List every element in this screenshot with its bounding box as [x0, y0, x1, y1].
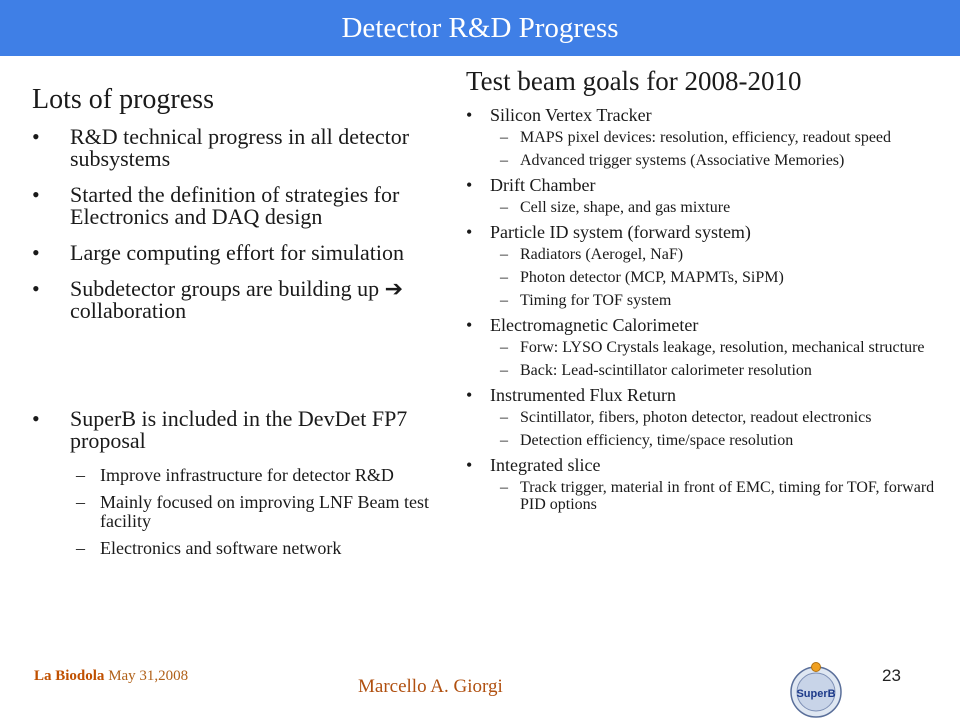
bullet-icon: •	[466, 315, 473, 335]
bullet-text: Electromagnetic Calorimeter	[490, 315, 699, 335]
dash-icon: –	[76, 538, 85, 558]
bullet-icon: •	[32, 124, 40, 149]
dash-icon: –	[500, 479, 508, 496]
right-subbullet	[500, 152, 946, 169]
bullet-icon: •	[466, 385, 473, 405]
left-column	[32, 80, 452, 566]
subbullet-text: Track trigger, material in front of EMC, timing for TOF, forward PID options	[520, 479, 935, 513]
right-subbullet	[500, 199, 946, 216]
footer-author: Marcello A. Giorgi	[358, 676, 503, 697]
left-subbullet	[76, 493, 452, 531]
bullet-icon: •	[32, 240, 40, 265]
right-bullet	[466, 222, 946, 242]
right-bullet	[466, 315, 946, 335]
bullet-text: Drift Chamber	[490, 175, 596, 195]
right-subbullet	[500, 129, 946, 146]
bullet-text: Subdetector groups are building up ➔ collaboration	[70, 276, 404, 323]
left-bullet	[32, 184, 452, 228]
right-subbullet	[500, 432, 946, 449]
right-bullet	[466, 385, 946, 405]
bullet-icon: •	[466, 222, 473, 242]
subbullet-text: Timing for TOF system	[520, 292, 672, 309]
bullet-text: Integrated slice	[490, 455, 601, 475]
superb-logo	[786, 660, 846, 720]
dash-icon: –	[500, 269, 508, 286]
bullet-text: Particle ID system (forward system)	[490, 222, 751, 242]
right-bullet	[466, 105, 946, 125]
dash-icon: –	[500, 246, 508, 263]
left-bullet	[32, 242, 452, 264]
bullet-text: Large computing effort for simulation	[70, 240, 404, 265]
dash-icon: –	[500, 432, 508, 449]
left-bullet	[32, 126, 452, 170]
bullet-text: Started the definition of strategies for Electronics and DAQ design	[70, 182, 400, 229]
bullet-text: Silicon Vertex Tracker	[490, 105, 652, 125]
subbullet-text: Scintillator, fibers, photon detector, readout electronics	[520, 409, 872, 426]
bullet-icon: •	[466, 455, 473, 475]
dash-icon: –	[76, 492, 85, 512]
bullet-icon: •	[32, 182, 40, 207]
left-bullet	[32, 408, 452, 452]
subbullet-text: Electronics and software network	[100, 538, 342, 558]
right-subbullet	[500, 292, 946, 309]
slide-title: Detector R&D Progress	[341, 12, 619, 44]
footer-place: La Biodola	[34, 668, 105, 684]
right-subbullet	[500, 409, 946, 426]
dash-icon: –	[500, 409, 508, 426]
left-subbullet	[76, 466, 452, 485]
spacer	[32, 336, 452, 408]
subbullet-text: Mainly focused on improving LNF Beam test facility	[100, 492, 429, 531]
right-subbullet	[500, 269, 946, 286]
bullet-icon: •	[466, 105, 473, 125]
right-column	[466, 66, 946, 519]
right-bullet	[466, 455, 946, 475]
subbullet-text: Back: Lead-scintillator calorimeter resolution	[520, 362, 812, 379]
subbullet-text: Photon detector (MCP, MAPMTs, SiPM)	[520, 269, 784, 286]
right-subbullet	[500, 246, 946, 263]
dash-icon: –	[500, 199, 508, 216]
bullet-icon: •	[32, 276, 40, 301]
right-subbullet	[500, 339, 946, 356]
page-number: 23	[882, 666, 901, 685]
dash-icon: –	[500, 129, 508, 146]
right-bullet	[466, 175, 946, 195]
footer-venue	[34, 668, 188, 685]
right-heading: Test beam goals for 2008-2010	[466, 66, 802, 96]
right-subbullet	[500, 479, 946, 513]
logo-text: SuperB	[796, 688, 836, 700]
subbullet-text: Advanced trigger systems (Associative Memories)	[520, 152, 845, 169]
right-subbullet	[500, 362, 946, 379]
bullet-text: Instrumented Flux Return	[490, 385, 676, 405]
subbullet-text: Detection efficiency, time/space resolution	[520, 432, 794, 449]
left-bullet	[32, 278, 452, 322]
subbullet-text: Cell size, shape, and gas mixture	[520, 199, 731, 216]
dash-icon: –	[500, 362, 508, 379]
left-subbullet	[76, 539, 452, 558]
dash-icon: –	[76, 465, 85, 485]
bullet-text: SuperB is included in the DevDet FP7 proposal	[70, 406, 408, 453]
subbullet-text: Forw: LYSO Crystals leakage, resolution, mechanical structure	[520, 339, 925, 356]
left-heading: Lots of progress	[32, 84, 214, 115]
dash-icon: –	[500, 292, 508, 309]
subbullet-text: Radiators (Aerogel, NaF)	[520, 246, 684, 263]
bullet-icon: •	[466, 175, 473, 195]
footer-date: May 31,2008	[108, 668, 189, 684]
dash-icon: –	[500, 152, 508, 169]
bullet-icon: •	[32, 406, 40, 431]
subbullet-text: Improve infrastructure for detector R&D	[100, 465, 394, 485]
bullet-text: R&D technical progress in all detector subsystems	[70, 124, 410, 171]
dash-icon: –	[500, 339, 508, 356]
subbullet-text: MAPS pixel devices: resolution, efficiency, readout speed	[520, 129, 892, 146]
